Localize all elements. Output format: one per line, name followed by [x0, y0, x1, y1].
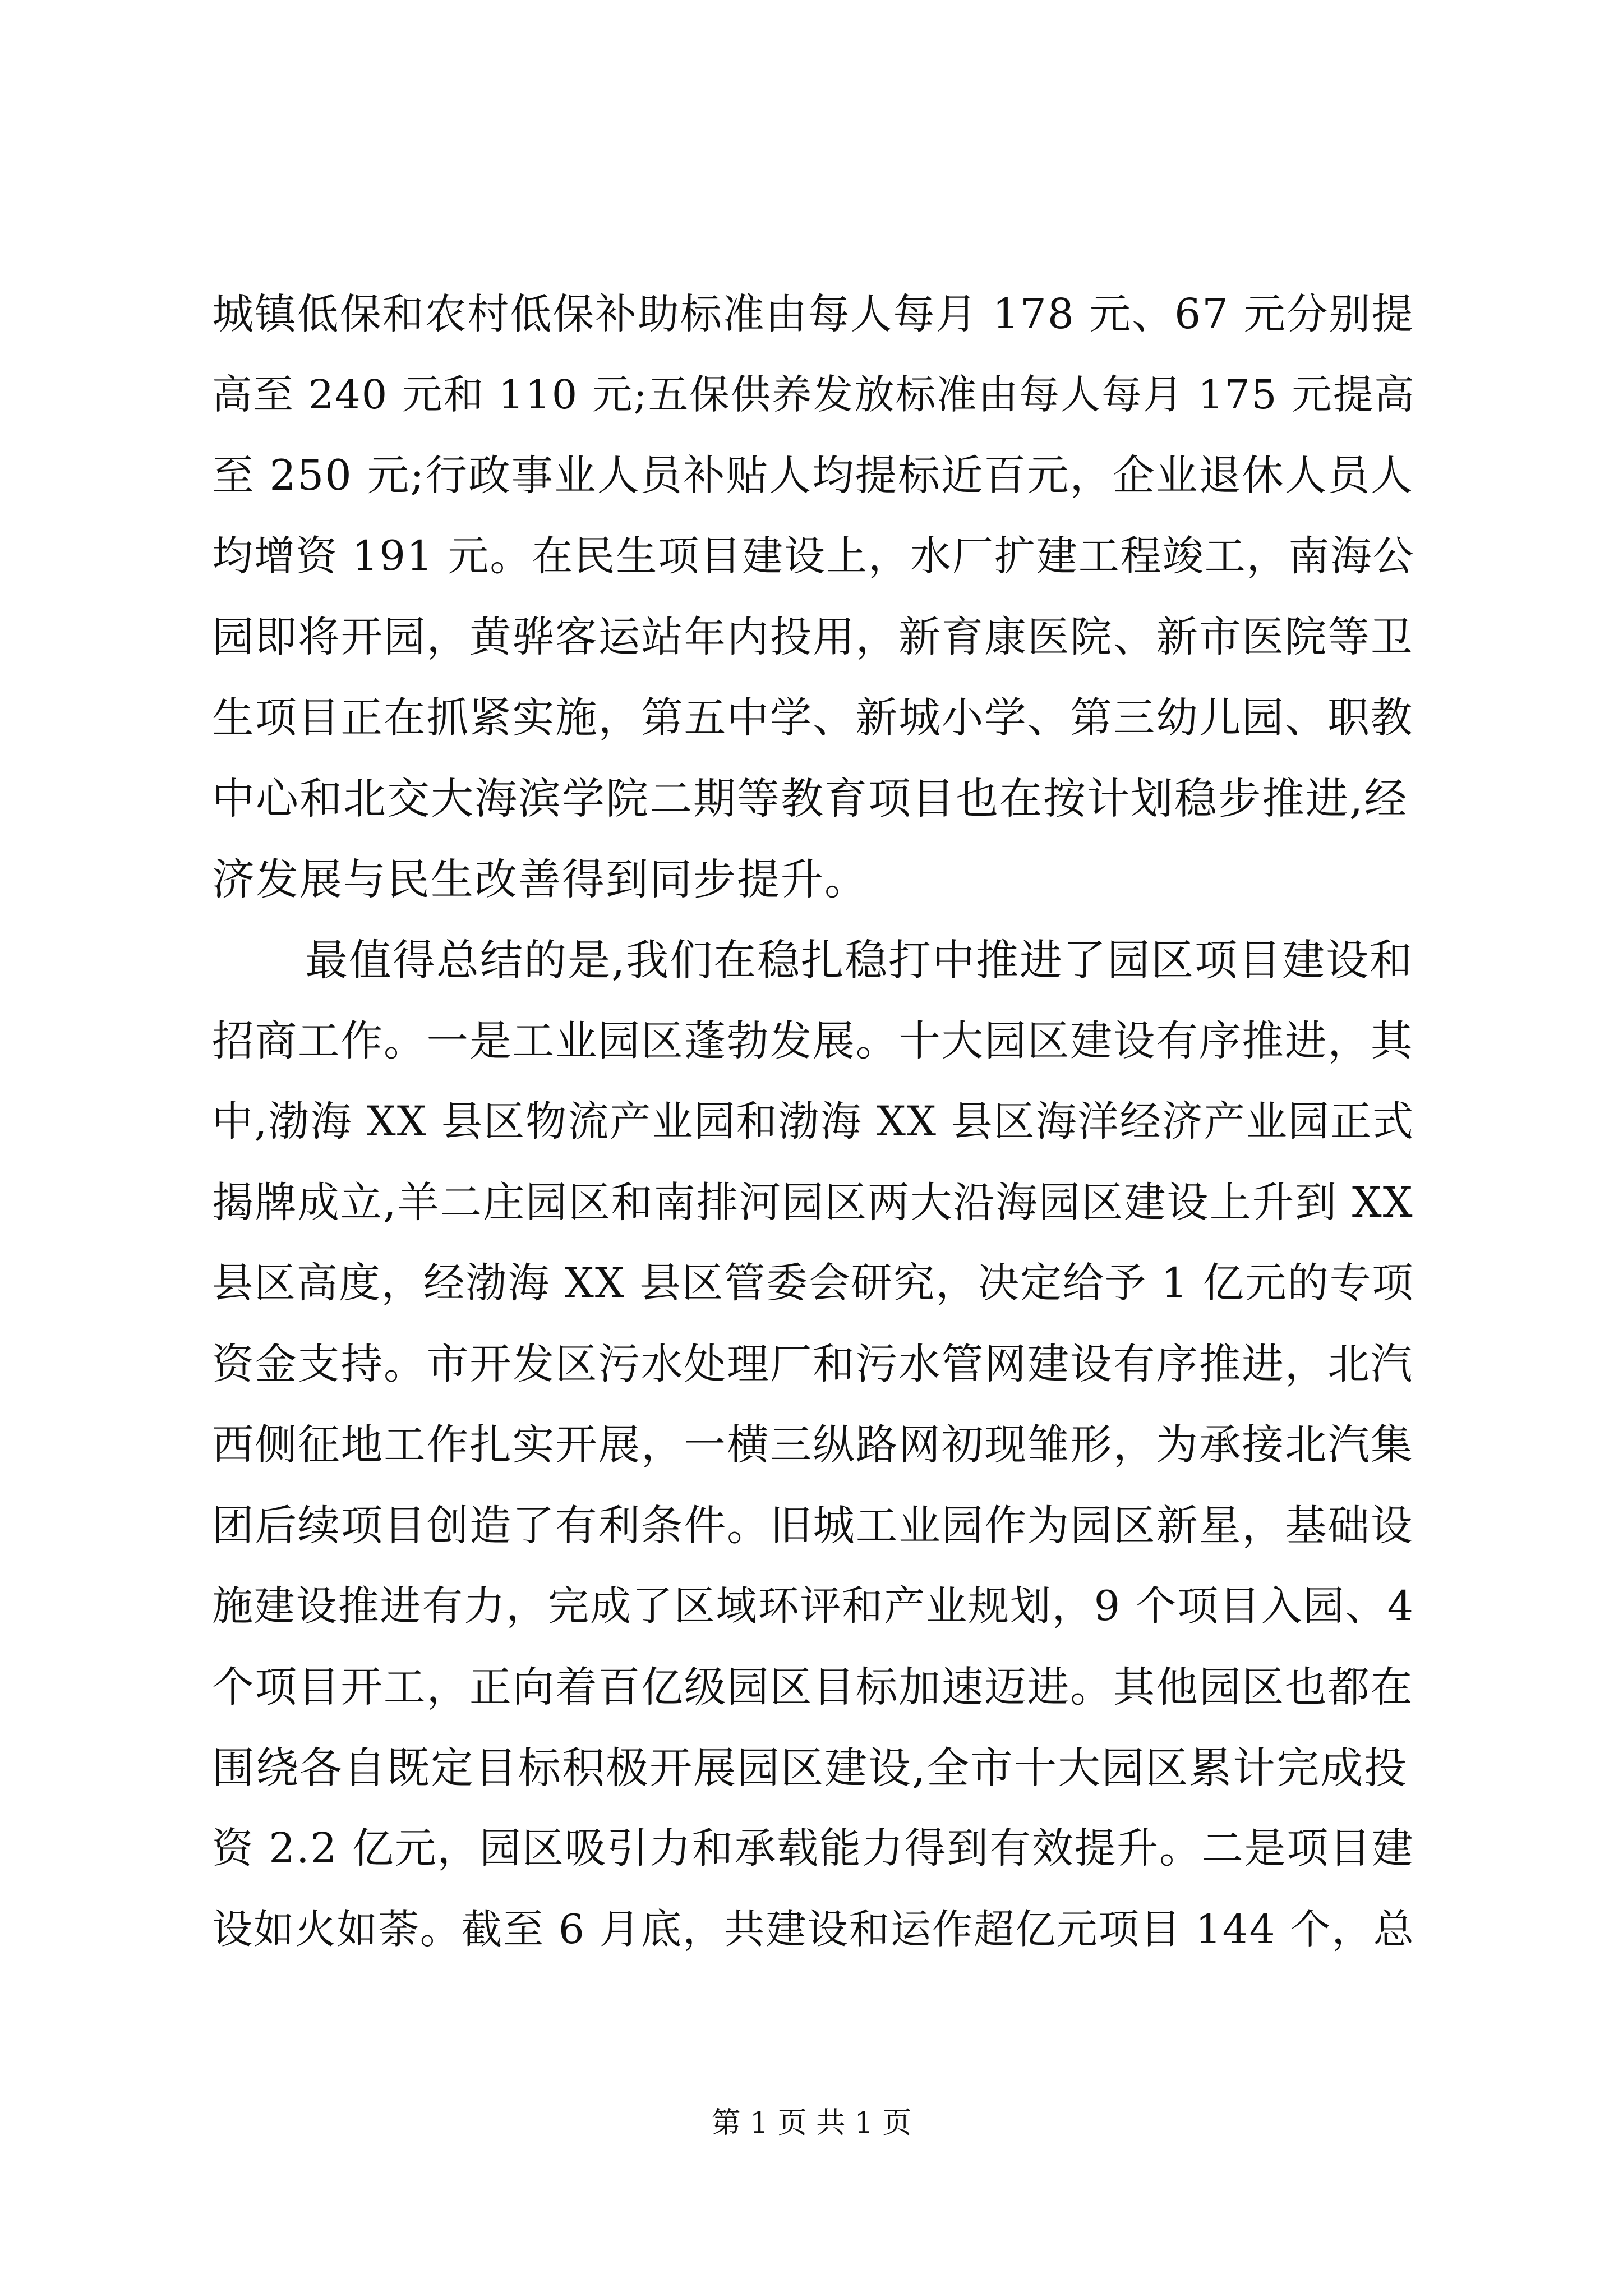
- page-number-footer: 第 1 页 共 1 页: [711, 2106, 912, 2140]
- text-line: 济发展与民生改善得到同步提升。: [212, 854, 868, 904]
- text-line: 资金支持。市开发区污水处理厂和污水管网建设有序推进，北汽: [212, 1340, 1414, 1388]
- text-line: 高至 240 元和 110 元;五保供养发放标准由每人每月 175 元提高: [212, 371, 1415, 418]
- text-line: 围绕各自既定目标积极开展园区建设,全市十大园区累计完成投: [212, 1743, 1408, 1793]
- text-line: 生项目正在抓紧实施，第五中学、新城小学、第三幼儿园、职教: [212, 693, 1414, 742]
- text-line: 园即将开园，黄骅客运站年内投用，新育康医院、新市医院等卫: [212, 613, 1414, 661]
- text-line: 中心和北交大海滨学院二期等教育项目也在按计划稳步推进,经: [212, 774, 1408, 823]
- text-line: 施建设推进有力，完成了区域环评和产业规划，9 个项目入园、4: [212, 1582, 1414, 1630]
- text-line: 揭牌成立,羊二庄园区和南排河园区两大沿海园区建设上升到 XX: [212, 1178, 1414, 1227]
- paragraph-first-line: 最值得总结的是,我们在稳扎稳打中推进了园区项目建设和: [305, 935, 1414, 985]
- text-line: 招商工作。一是工业园区蓬勃发展。十大园区建设有序推进，其: [212, 1016, 1414, 1065]
- text-line: 资 2.2 亿元，园区吸引力和承载能力得到有效提升。二是项目建: [212, 1825, 1414, 1872]
- text-line: 西侧征地工作扎实开展，一横三纵路网初现雏形，为承接北汽集: [212, 1420, 1414, 1469]
- text-line: 个项目开工，正向着百亿级园区目标加速迈进。其他园区也都在: [212, 1663, 1414, 1711]
- text-line: 城镇低保和农村低保补助标准由每人每月 178 元、67 元分别提: [212, 290, 1414, 338]
- text-line: 均增资 191 元。在民生项目建设上，水厂扩建工程竣工，南海公: [212, 532, 1415, 580]
- text-line: 至 250 元;行政事业人员补贴人均提标近百元，企业退休人员人: [212, 451, 1414, 500]
- text-line: 中,渤海 XX 县区物流产业园和渤海 XX 县区海洋经济产业园正式: [212, 1098, 1415, 1145]
- text-line: 设如火如荼。截至 6 月底，共建设和运作超亿元项目 144 个，总: [212, 1906, 1415, 1953]
- text-line: 团后续项目创造了有利条件。旧城工业园作为园区新星，基础设: [212, 1501, 1414, 1550]
- text-line: 县区高度，经渤海 XX 县区管委会研究，决定给予 1 亿元的专项: [212, 1259, 1414, 1307]
